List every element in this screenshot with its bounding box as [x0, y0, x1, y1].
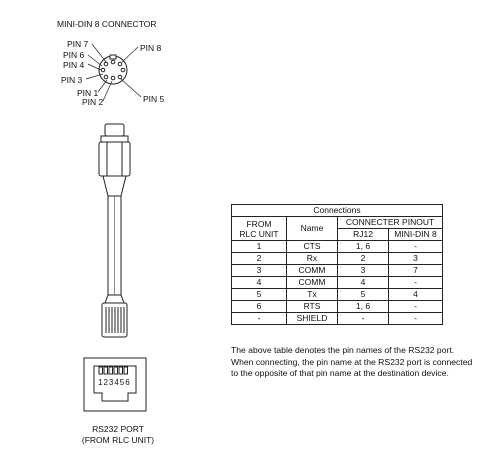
header-from [232, 217, 287, 241]
cell-rj12: 1, 6 [338, 301, 389, 313]
table-row [232, 241, 443, 253]
cell-name: SHIELD [287, 313, 338, 325]
table-row [232, 301, 443, 313]
cell-mini-din: 4 [389, 289, 443, 301]
port-caption-line-1: RS232 PORT [92, 424, 144, 434]
rj12-plug-icon [102, 295, 127, 337]
pin-label-1: PIN 1 [77, 88, 99, 98]
pin-label-7: PIN 7 [67, 39, 89, 49]
cell-from: - [232, 313, 287, 325]
pin-label-8: PIN 8 [140, 43, 162, 53]
cell-rj12: - [338, 313, 389, 325]
cell-from: 2 [232, 253, 287, 265]
header-from-line-2: RLC UNIT [239, 228, 279, 239]
cell-name: COMM [287, 265, 338, 277]
mini-din-connector-icon [99, 55, 127, 84]
note-line-3: to the opposite of that pin name at the destination device. [231, 368, 449, 378]
pin-label-2: PIN 2 [82, 97, 104, 107]
pin-leader-lines [86, 44, 141, 101]
table-row [232, 253, 443, 265]
note-line-1: The above table denotes the pin names of the RS232 port. [231, 345, 455, 355]
pin-label-6: PIN 6 [63, 50, 85, 60]
cell-from: 4 [232, 277, 287, 289]
header-pinout: CONNECTER PINOUT [338, 217, 443, 229]
cell-mini-din: 3 [389, 253, 443, 265]
cell-name: Tx [287, 289, 338, 301]
cell-from: 6 [232, 301, 287, 313]
note-line-2: When connecting, the pin name at the RS232 port is connected [231, 356, 473, 367]
port-caption [70, 424, 166, 445]
cell-mini-din: - [389, 301, 443, 313]
pin-label-3: PIN 3 [61, 75, 83, 85]
cell-rj12: 3 [338, 265, 389, 277]
header-from-line-1: FROM [246, 218, 272, 229]
table-row [232, 289, 443, 301]
cell-mini-din: 7 [389, 265, 443, 277]
cell-mini-din: - [389, 313, 443, 325]
header-rj12: RJ12 [338, 229, 389, 241]
cell-rj12: 5 [338, 289, 389, 301]
cell-name: CTS [287, 241, 338, 253]
connections-table [231, 204, 443, 325]
cell-mini-din: - [389, 277, 443, 289]
table-caption: Connections [232, 205, 443, 217]
cell-from: 1 [232, 241, 287, 253]
cell-rj12: 1, 6 [338, 241, 389, 253]
mini-din-plug-icon [99, 124, 130, 196]
connector-title: MINI-DIN 8 CONNECTOR [57, 19, 157, 29]
pin-label-4: PIN 4 [63, 60, 85, 70]
table-row [232, 277, 443, 289]
header-mini-din: MINI-DIN 8 [389, 229, 443, 241]
cell-rj12: 4 [338, 277, 389, 289]
port-pin-numbers: 123456 [98, 378, 131, 387]
table-row [232, 313, 443, 325]
port-caption-line-2: (FROM RLC UNIT) [81, 434, 155, 445]
cell-mini-din: - [389, 241, 443, 253]
header-name: Name [287, 217, 338, 241]
table-row [232, 265, 443, 277]
cell-name: Rx [287, 253, 338, 265]
pin-note [231, 345, 493, 380]
cell-name: RTS [287, 301, 338, 313]
cell-name: COMM [287, 277, 338, 289]
cell-from: 3 [232, 265, 287, 277]
cell-rj12: 2 [338, 253, 389, 265]
pin-label-5: PIN 5 [143, 94, 165, 104]
cable-icon [108, 196, 121, 295]
cell-from: 5 [232, 289, 287, 301]
